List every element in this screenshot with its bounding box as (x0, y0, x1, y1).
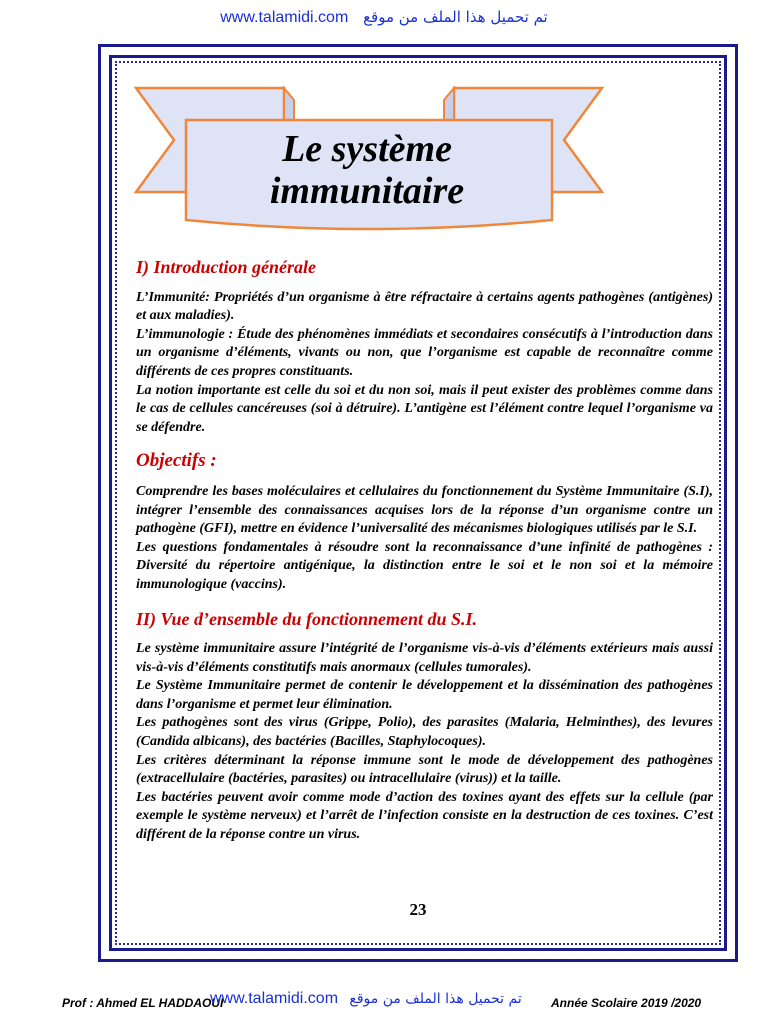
footer (0, 990, 768, 1020)
paragraph: Comprendre les bases moléculaires et cellulaires du fonctionnement du Système Immunitaire (S.I), intégrer l’ensemble des connaissances acquises lors de la réponse d’un organisme contre un pathogène (GFI), mettre en évidence l’universalité des mécanismes biologiques utilisés par le S.I. (136, 483, 713, 537)
footer-site-link[interactable]: www.talamidi.com (210, 990, 339, 1007)
footer-download-notice: تم تحميل هذا الملف من موقع (349, 991, 522, 1007)
top-banner (0, 8, 768, 27)
section-introduction (136, 258, 713, 437)
footer-site (210, 990, 522, 1008)
download-notice: تم تحميل هذا الملف من موقع (363, 8, 548, 26)
main-content (136, 258, 713, 860)
site-link[interactable]: www.talamidi.com (220, 9, 349, 26)
paragraph: Les pathogènes sont des virus (Grippe, Polio), des parasites (Malaria, Helminthes), des levures (Candida albicans), des bactéries (Bacilles, Staphylocoques). (136, 715, 713, 750)
title-line-1: Le système (282, 128, 452, 170)
paragraph: Le système immunitaire assure l’intégrité de l’organisme vis-à-vis d’éléments extérieurs mais aussi vis-à-vis d’éléments constitutifs mais anormaux (cellules tumorales). (136, 641, 713, 675)
page-number: 23 (409, 900, 427, 919)
paragraph: L’Immunité: Propriétés d’un organisme à être réfractaire à certains agents pathogènes (antigènes) et aux maladies). (136, 289, 713, 324)
section-heading: I) Introduction générale (136, 257, 317, 277)
section-objectifs (136, 452, 713, 594)
paragraph: Les critères déterminant la réponse immune sont le mode de développement des pathogènes (extracellulaire (bactéries, parasites) ou intracellulaire (virus)) et la taille. (136, 752, 713, 787)
page-title (190, 128, 544, 212)
paragraph: Les questions fondamentales à résoudre sont la reconnaissance d’une infinité de pathogènes : Diversité du répertoire antigénique, la distinction entre le soi et le non soi et la mémoire immunologique (vaccins). (136, 539, 713, 592)
paragraph: L’immunologie : Étude des phénomènes immédiats et secondaires consécutifs à l’introduction dans un organisme d’éléments, vivants ou non, que l’organisme est capable de reconnaître comme différents de ces propres constituants. (136, 326, 713, 379)
paragraph: La notion importante est celle du soi et du non soi, mais il peut exister des problèmes comme dans le cas de cellules cancéreuses (soi à détruire). L’antigène est l’élément contre lequel l’organisme va se défendre. (136, 382, 713, 435)
paragraph: Les bactéries peuvent avoir comme mode d’action des toxines ayant des effets sur la cellule (par exemple le système nerveux) et l’arrêt de l’infection consiste en la destruction de ces toxines. C’est différent de la réponse contre un virus. (136, 789, 713, 843)
paragraph: Le Système Immunitaire permet de contenir le développement et la dissémination des pathogènes dans l’organisme et permet leur élimination. (136, 678, 713, 712)
section-heading: Objectifs : (136, 450, 217, 472)
section-vue-ensemble (136, 610, 713, 845)
section-heading: II) Vue d’ensemble du fonctionnement du S.I. (136, 608, 478, 629)
title-line-2: immunitaire (269, 170, 465, 212)
author-credit: Prof : Ahmed EL HADDAOUI (62, 996, 224, 1010)
school-year: Année Scolaire 2019 /2020 (551, 996, 702, 1010)
